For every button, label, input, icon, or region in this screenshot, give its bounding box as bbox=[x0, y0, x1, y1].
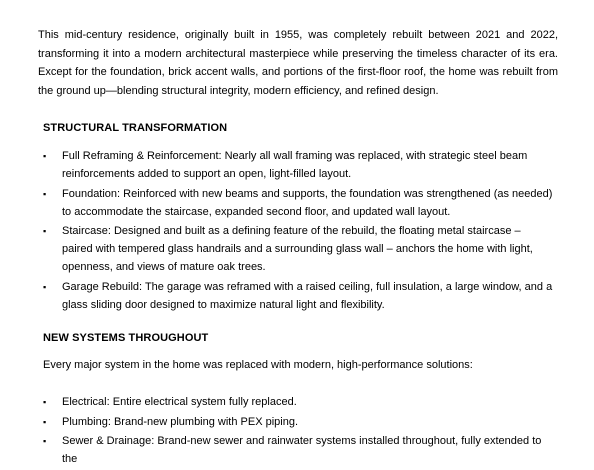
intro-paragraph: This mid-century residence, originally built in 1955, was completely rebuilt between 2021 and 2022, transforming it into a modern architectural masterpiece while preserving the timeless character of its era. Except for the foundation, brick accent walls, and portions of the first-floor roof, the home was rebuilt from the ground up—blending structural integrity, modern efficiency, and refined design. bbox=[38, 29, 558, 97]
list-item bbox=[43, 185, 553, 221]
list-item bbox=[43, 147, 553, 183]
systems-bullet-list bbox=[43, 393, 553, 470]
bullet-icon: ▪ bbox=[43, 226, 47, 236]
list-item bbox=[43, 278, 553, 314]
list-item bbox=[43, 432, 553, 468]
structural-bullet-list bbox=[43, 147, 553, 315]
list-item bbox=[43, 393, 553, 411]
list-item-text: Garage Rebuild: The garage was reframed with a raised ceiling, full insulation, a large window, and a glass sliding door designed to maximize natural light and flexibility. bbox=[62, 280, 553, 311]
bullet-icon: ▪ bbox=[43, 416, 47, 427]
list-item bbox=[43, 222, 553, 276]
new-systems-heading: NEW SYSTEMS THROUGHOUT bbox=[43, 332, 209, 344]
bullet-icon: ▪ bbox=[43, 397, 47, 407]
structural-transformation-heading: STRUCTURAL TRANSFORMATION bbox=[43, 122, 228, 134]
list-item-text: Sewer & Drainage: Brand-new sewer and rainwater systems installed throughout, fully extended to the bbox=[62, 435, 542, 465]
bullet-icon: ▪ bbox=[43, 281, 47, 292]
list-item-text: Foundation: Reinforced with new beams and supports, the foundation was strengthened (as needed) to accommodate the staircase, expanded second floor, and updated wall layout. bbox=[62, 187, 553, 218]
bullet-icon: ▪ bbox=[43, 151, 47, 161]
bullet-icon: ▪ bbox=[43, 436, 47, 446]
list-item bbox=[43, 413, 553, 431]
bullet-icon: ▪ bbox=[43, 188, 47, 199]
systems-lead-text: Every major system in the home was replaced with modern, high-performance solutions: bbox=[43, 359, 473, 371]
list-item-text: Full Reframing & Reinforcement: Nearly all wall framing was replaced, with strategic steel beam reinforcements added to support an open, light-filled layout. bbox=[62, 150, 528, 180]
list-item-text: Staircase: Designed and built as a defining feature of the rebuild, the floating metal staircase – paired with tempered glass handrails and a surrounding glass wall – anchors the home with light, openness, and views of mature oak trees. bbox=[62, 225, 533, 273]
list-item-text: Electrical: Entire electrical system fully replaced. bbox=[62, 396, 297, 408]
list-item-text: Plumbing: Brand-new plumbing with PEX piping. bbox=[62, 415, 299, 428]
